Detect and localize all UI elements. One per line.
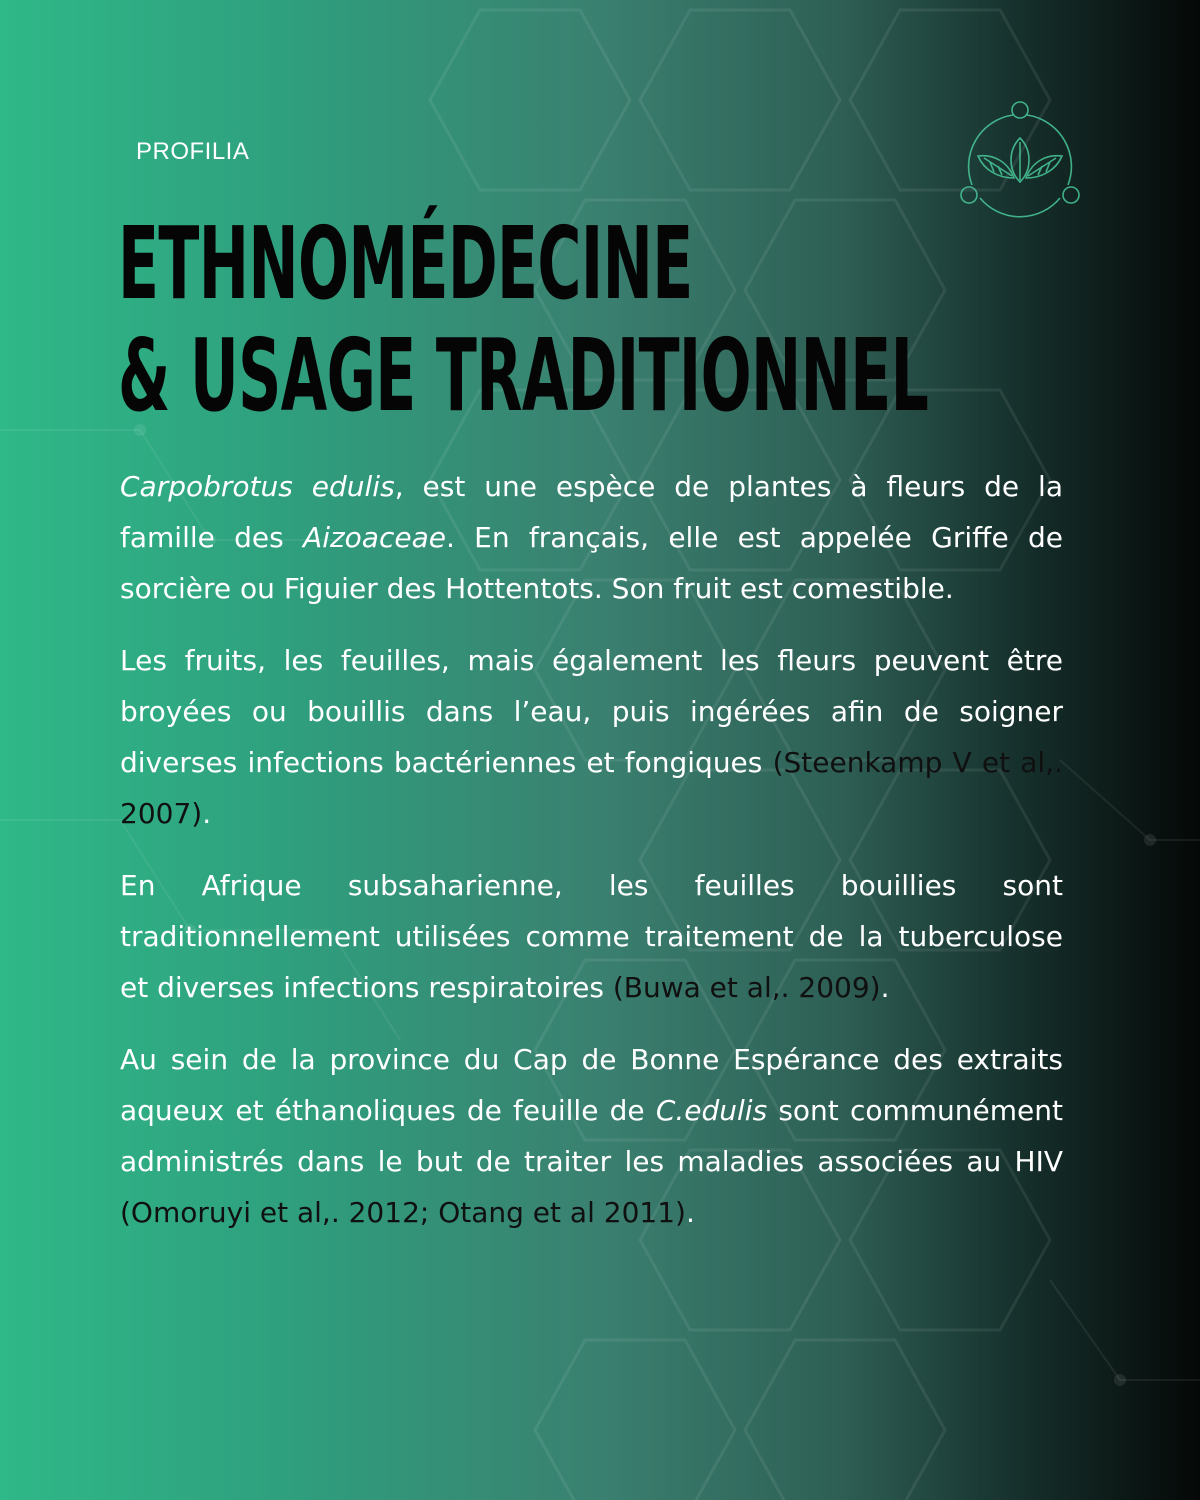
citation: (Buwa et al,. 2009) bbox=[612, 971, 881, 1004]
species-abbrev: C.edulis bbox=[655, 1094, 768, 1127]
paragraph-text: En Afrique subsaharienne, les feuilles bouillies sont traditionnellement utilisées comme traitement de la tuberculose et diverses infections respiratoires bbox=[120, 869, 1063, 1004]
paragraph-1 bbox=[120, 461, 1063, 614]
paragraph-4 bbox=[120, 1034, 1063, 1238]
paragraph-text: sont communément administrés dans le but de traiter les maladies associées au HIV bbox=[120, 1094, 1063, 1178]
paragraph-3 bbox=[120, 860, 1063, 1013]
article-body bbox=[120, 461, 1063, 1259]
leaf-molecule-icon bbox=[958, 100, 1082, 224]
species-name: Carpobrotus edulis bbox=[120, 470, 395, 503]
paragraph-text: , est une espèce de plantes à fleurs de la famille des bbox=[120, 470, 1063, 554]
title-line-2: & USAGE TRADITIONNEL bbox=[118, 317, 929, 434]
paragraph-text: . En français, elle est appelée Griffe de sorcière ou Figuier des Hottentots. Son fruit est comestible. bbox=[120, 521, 1063, 605]
citation: (Steenkamp V et al,. 2007) bbox=[120, 746, 1063, 830]
paragraph-text: Au sein de la province du Cap de Bonne Espérance des extraits aqueux et éthanoliques de feuille de bbox=[120, 1043, 1063, 1127]
title-line-1: ETHNOMÉDECINE bbox=[118, 205, 693, 322]
paragraph-end: . bbox=[880, 971, 890, 1004]
paragraph-end: . bbox=[685, 1196, 695, 1229]
family-name: Aizoaceae bbox=[303, 521, 446, 554]
paragraph-end: . bbox=[202, 797, 212, 830]
brand-name: PROFILIA bbox=[136, 138, 250, 165]
page-title bbox=[118, 205, 929, 434]
paragraph-text: Les fruits, les feuilles, mais également les fleurs peuvent être broyées ou bouillis dans l’eau, puis ingérées afin de soigner diverses infections bactériennes et fongiques bbox=[120, 644, 1063, 779]
citation: (Omoruyi et al,. 2012; Otang et al 2011) bbox=[120, 1196, 686, 1229]
paragraph-2 bbox=[120, 635, 1063, 839]
